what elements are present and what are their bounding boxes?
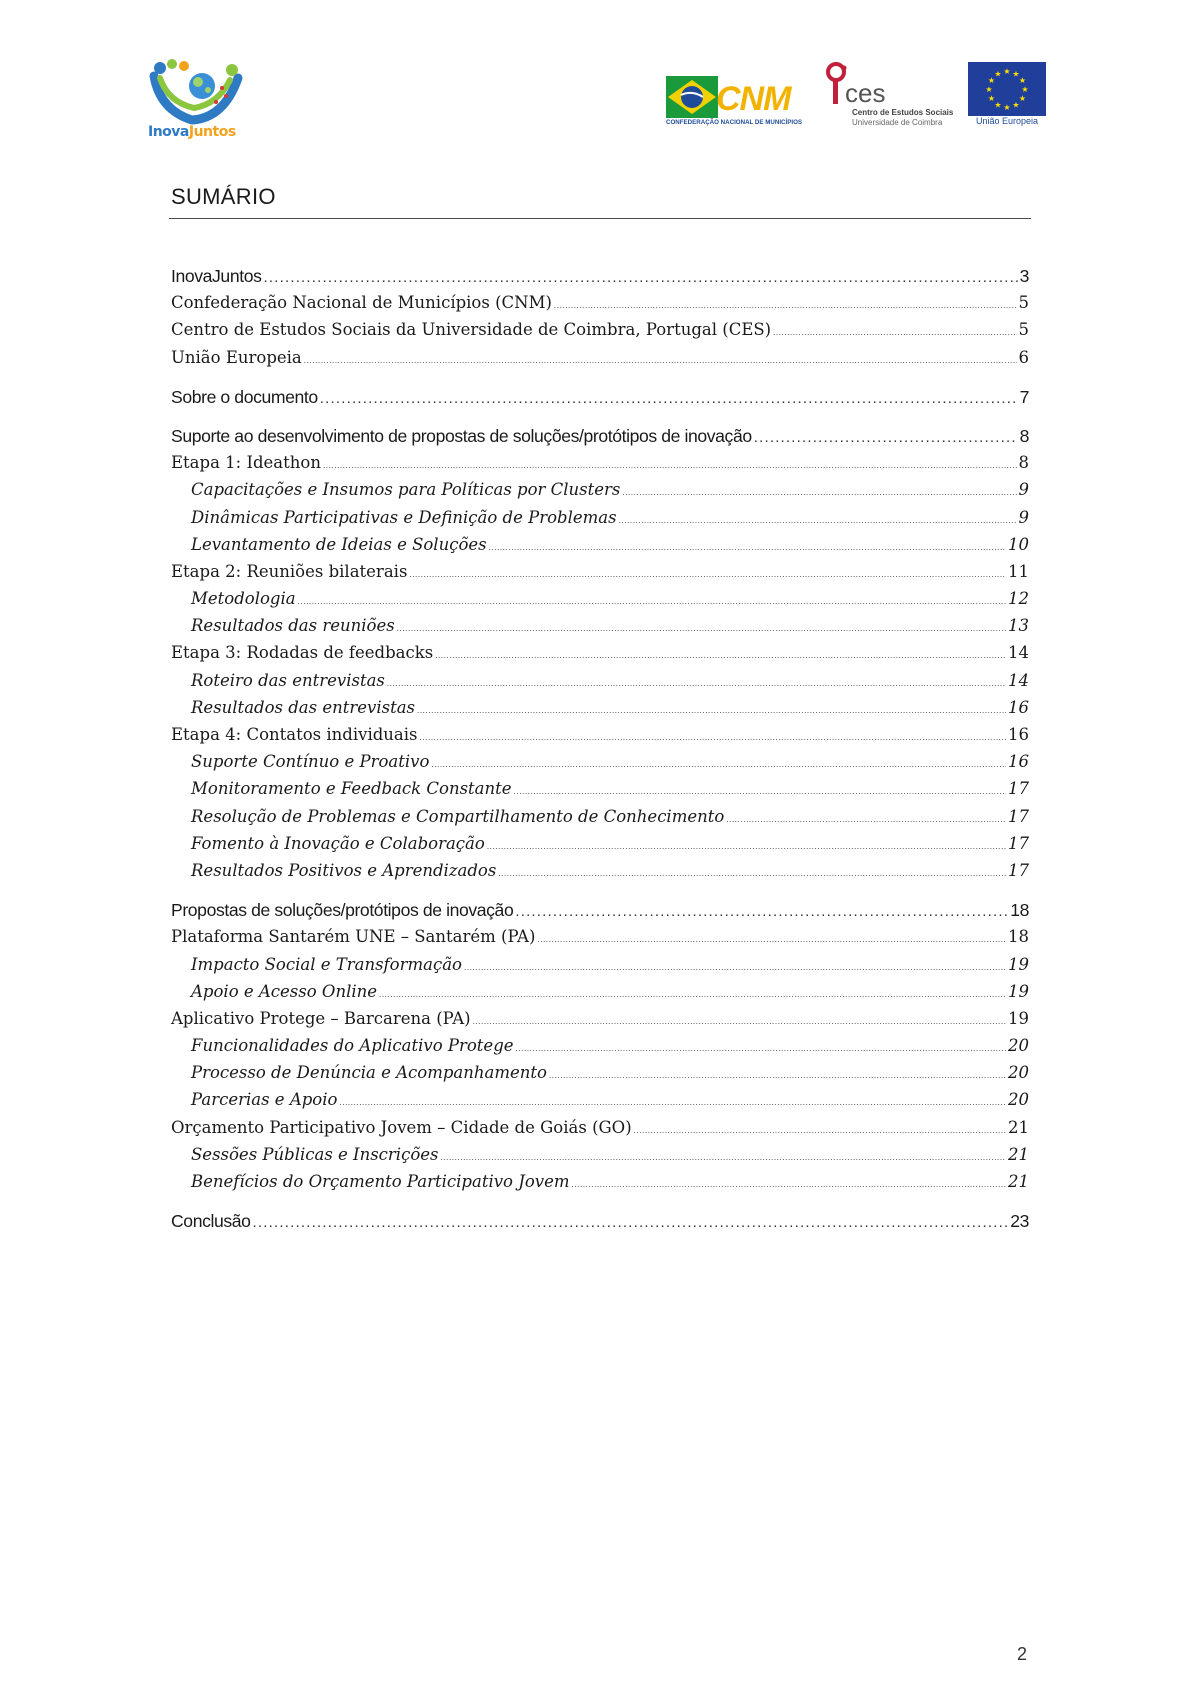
toc-entry[interactable] — [171, 320, 1029, 347]
toc-entry-page: 21 — [1008, 1172, 1029, 1191]
toc-entry[interactable] — [171, 927, 1029, 954]
toc-entry-label: Etapa 1: Ideathon — [171, 453, 321, 473]
toc-entry-page: 9 — [1018, 480, 1029, 500]
toc-entry-label: Aplicativo Protege – Barcarena (PA) — [171, 1008, 471, 1028]
toc-leader-dots — [409, 571, 1006, 579]
toc-leader-dots — [498, 870, 1006, 878]
toc-entry[interactable] — [171, 293, 1029, 320]
toc-entry-label: Conclusão — [171, 1211, 251, 1232]
toc-entry-page: 20 — [1008, 1090, 1029, 1110]
toc-entry-label: Impacto Social e Transformação — [191, 954, 462, 974]
toc-entry-page: 12 — [1008, 589, 1029, 609]
toc-entry[interactable] — [171, 1009, 1029, 1036]
toc-entry[interactable] — [171, 834, 1029, 861]
toc-entry[interactable] — [171, 426, 1029, 453]
toc-entry[interactable] — [171, 480, 1029, 507]
toc-entry-page: 17 — [1008, 806, 1029, 826]
toc-entry-page: 16 — [1008, 752, 1029, 772]
cnm-wordmark: CNM — [716, 80, 791, 118]
toc-leader-dots — [431, 761, 1006, 769]
toc-entry-label: Sobre o documento — [171, 386, 318, 407]
toc-leader-dots — [487, 843, 1006, 851]
toc-entry-label: Dinâmicas Participativas e Definição de Problemas — [191, 507, 617, 527]
toc-entry-page: 11 — [1008, 561, 1029, 581]
ces-name-line2: Universidade de Coimbra — [852, 118, 943, 127]
toc-leader-dots — [323, 462, 1017, 470]
toc-entry-page: 10 — [1008, 534, 1029, 554]
toc-entry-page: 8 — [1019, 425, 1029, 446]
toc-entry-label: Sessões Públicas e Inscrições — [191, 1144, 439, 1164]
toc-entry[interactable] — [171, 535, 1029, 562]
svg-text:★: ★ — [994, 100, 1002, 110]
toc-entry-label: Parcerias e Apoio — [191, 1090, 338, 1110]
toc-entry-label: Capacitações e Insumos para Políticas por Clusters — [191, 480, 621, 500]
toc-entry-page: 7 — [1019, 386, 1029, 407]
toc-leader-dots — [435, 652, 1006, 660]
toc-entry[interactable] — [171, 562, 1029, 589]
toc-entry[interactable] — [171, 589, 1029, 616]
toc-entry[interactable] — [171, 1118, 1029, 1145]
toc-entry[interactable] — [171, 900, 1029, 927]
svg-text:★: ★ — [1003, 103, 1011, 112]
toc-entry-label: Confederação Nacional de Municípios (CNM) — [171, 293, 552, 313]
toc-leader-dots — [572, 1181, 1006, 1189]
toc-entry[interactable] — [171, 1090, 1029, 1117]
toc-entry-page: 20 — [1008, 1036, 1029, 1056]
toc-entry-label: Centro de Estudos Sociais da Universidade de Coimbra, Portugal (CES) — [171, 320, 772, 340]
toc-entry[interactable] — [171, 453, 1029, 480]
toc-entry-label: Etapa 2: Reuniões bilaterais — [171, 561, 408, 581]
toc-entry[interactable] — [171, 671, 1029, 698]
toc-entry[interactable] — [171, 698, 1029, 725]
toc-entry-label: Suporte ao desenvolvimento de propostas de soluções/protótipos de inovação — [171, 425, 752, 446]
toc-entry-label: Roteiro das entrevistas — [191, 670, 385, 690]
toc-entry-page: 16 — [1008, 697, 1029, 717]
toc-entry-label: Resultados Positivos e Aprendizados — [191, 860, 497, 880]
toc-entry-page: 21 — [1008, 1117, 1029, 1137]
toc-entry-page: 5 — [1018, 320, 1029, 340]
toc-leader-dots — [417, 707, 1006, 715]
svg-text:★: ★ — [994, 69, 1002, 79]
toc-entry-label: Etapa 4: Contatos individuais — [171, 725, 418, 744]
toc-entry-label: Funcionalidades do Aplicativo Protege — [191, 1036, 514, 1056]
svg-text:★: ★ — [1018, 94, 1027, 103]
toc-entry-page: 5 — [1018, 293, 1029, 313]
toc-entry[interactable] — [171, 752, 1029, 779]
svg-text:★: ★ — [1021, 85, 1029, 94]
toc-leader-dots — [464, 964, 1006, 972]
toc-entry-label: Plataforma Santarém UNE – Santarém (PA) — [171, 927, 536, 947]
toc-leader-dots — [379, 991, 1006, 999]
toc-leader-dots — [440, 1154, 1006, 1162]
toc-entry-page: 19 — [1008, 981, 1029, 1001]
toc-entry-label: Monitoramento e Feedback Constante — [191, 779, 512, 799]
toc-entry[interactable] — [171, 387, 1029, 414]
toc-leader-dots — [773, 329, 1016, 337]
toc-leader-dots — [397, 625, 1006, 633]
toc-entry-label: Orçamento Participativo Jovem – Cidade de Goiás (GO) — [171, 1117, 632, 1137]
toc-entry-label: Metodologia — [191, 589, 296, 609]
inovajuntos-wordmark: InovaJuntos — [148, 124, 236, 140]
toc-entry-label: Apoio e Acesso Online — [191, 981, 378, 1001]
toc-entry-page: 16 — [1008, 725, 1029, 744]
toc-entry-label: União Europeia — [171, 347, 302, 367]
toc-entry[interactable] — [171, 725, 1029, 752]
toc-entry-page: 18 — [1010, 900, 1029, 921]
toc-entry-page: 19 — [1008, 954, 1029, 974]
toc-entry-page: 14 — [1008, 670, 1029, 690]
toc-entry-label: Resultados das reuniões — [191, 616, 395, 636]
toc-entry-label: Resolução de Problemas e Compartilhamento de Conhecimento — [191, 806, 725, 826]
toc-leader-dots — [554, 302, 1017, 310]
svg-text:★: ★ — [1012, 69, 1020, 79]
toc-leader-dots — [298, 598, 1006, 606]
toc-entry[interactable] — [171, 861, 1029, 888]
toc-entry[interactable] — [171, 1036, 1029, 1063]
toc-entry[interactable] — [171, 643, 1029, 670]
svg-text:★: ★ — [1012, 100, 1020, 110]
toc-entry[interactable] — [171, 266, 1029, 293]
cnm-subtitle: CONFEDERAÇÃO NACIONAL DE MUNICÍPIOS — [666, 119, 803, 126]
toc-leader-dots — [320, 390, 1018, 407]
toc-entry-page: 17 — [1008, 860, 1029, 880]
toc-entry[interactable] — [171, 348, 1029, 375]
toc-entry-label: Processo de Denúncia e Acompanhamento — [191, 1063, 547, 1083]
eu-caption: União Europeia — [975, 116, 1039, 126]
toc-leader-dots — [516, 1045, 1006, 1053]
toc-leader-dots — [304, 357, 1017, 365]
toc-entry-label: Resultados das entrevistas — [191, 697, 416, 717]
toc-entry[interactable] — [171, 779, 1029, 806]
toc-entry-page: 18 — [1008, 927, 1029, 947]
toc-entry-label: Suporte Contínuo e Proativo — [191, 752, 430, 772]
toc-entry[interactable] — [171, 1063, 1029, 1090]
toc-entry-page: 19 — [1008, 1008, 1029, 1028]
toc-entry-label: Fomento à Inovação e Colaboração — [191, 833, 485, 853]
toc-entry-label: Levantamento de Ideias e Soluções — [191, 534, 487, 554]
toc-leader-dots — [619, 517, 1017, 525]
toc-leader-dots — [515, 903, 1008, 920]
toc-leader-dots — [420, 734, 1006, 742]
toc-entry[interactable] — [171, 616, 1029, 643]
toc-leader-dots — [473, 1018, 1006, 1026]
toc-entry-page: 21 — [1008, 1144, 1029, 1164]
ces-name-line1: Centro de Estudos Sociais — [852, 108, 954, 117]
toc-entry-page: 23 — [1010, 1211, 1029, 1232]
toc-entry-page: 17 — [1008, 779, 1029, 799]
toc-entry-page: 17 — [1008, 833, 1029, 853]
toc-entry[interactable] — [171, 982, 1029, 1009]
toc-entry-label: Propostas de soluções/protótipos de inovação — [171, 900, 514, 921]
table-of-contents — [171, 266, 1029, 1238]
page-title: SUMÁRIO — [171, 184, 276, 209]
toc-leader-dots — [754, 429, 1018, 446]
ces-wordmark: ces — [845, 78, 886, 108]
svg-text:★: ★ — [987, 94, 996, 103]
toc-leader-dots — [387, 680, 1006, 688]
page-number: 2 — [1017, 1644, 1028, 1664]
toc-leader-dots — [622, 489, 1016, 497]
toc-entry-page: 14 — [1008, 643, 1029, 663]
svg-text:★: ★ — [1003, 67, 1011, 76]
page-header — [0, 0, 1190, 160]
toc-entry-label: InovaJuntos — [171, 266, 262, 286]
toc-leader-dots — [253, 1214, 1009, 1231]
toc-entry-page: 9 — [1018, 507, 1029, 527]
toc-entry-page: 13 — [1008, 616, 1029, 636]
toc-leader-dots — [489, 544, 1006, 552]
toc-leader-dots — [634, 1127, 1006, 1135]
toc-entry-label: Benefícios do Orçamento Participativo Jovem — [191, 1172, 570, 1191]
toc-entry-page: 6 — [1018, 347, 1029, 367]
toc-entry-page: 20 — [1008, 1063, 1029, 1083]
title-divider — [169, 218, 1031, 219]
toc-entry[interactable] — [171, 955, 1029, 982]
toc-entry-label: Etapa 3: Rodadas de feedbacks — [171, 643, 434, 663]
toc-leader-dots — [726, 816, 1006, 824]
eu-flag-icon — [968, 62, 1046, 116]
toc-entry[interactable] — [171, 508, 1029, 535]
toc-entry[interactable] — [171, 1172, 1029, 1199]
toc-entry-page: 8 — [1018, 453, 1029, 473]
toc-leader-dots — [339, 1099, 1006, 1107]
toc-leader-dots — [549, 1072, 1006, 1080]
svg-text:★: ★ — [985, 85, 993, 94]
toc-entry[interactable] — [171, 1145, 1029, 1172]
toc-leader-dots — [537, 936, 1006, 944]
toc-entry[interactable] — [171, 807, 1029, 834]
svg-text:★: ★ — [1018, 76, 1027, 85]
toc-leader-dots — [263, 269, 1017, 286]
toc-entry-page: 3 — [1019, 266, 1029, 286]
toc-entry[interactable] — [171, 1211, 1029, 1238]
svg-text:★: ★ — [987, 76, 996, 85]
toc-leader-dots — [514, 788, 1006, 796]
